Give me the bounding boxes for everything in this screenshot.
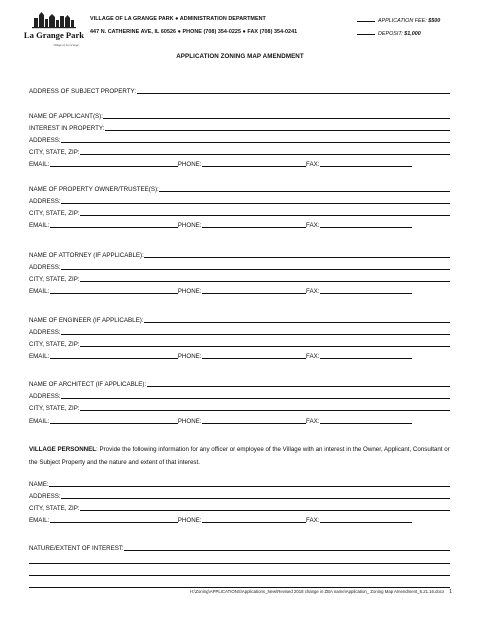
architect-contact-row[interactable]: EMAIL: PHONE: FAX: <box>29 416 450 425</box>
department-header: VILLAGE OF LA GRANGE PARK ● ADMINISTRATION DEPARTMENT <box>90 16 266 22</box>
architect-name-field[interactable]: NAME OF ARCHITECT (IF APPLICABLE): <box>29 379 450 388</box>
attorney-phone-field[interactable] <box>202 293 306 294</box>
owner-city-field[interactable]: CITY, STATE, ZIP: <box>29 208 450 217</box>
engineer-contact-row[interactable]: EMAIL: PHONE: FAX: <box>29 351 450 360</box>
architect-phone-field[interactable] <box>202 423 306 424</box>
personnel-address-field[interactable]: ADDRESS: <box>29 491 450 500</box>
applicant-contact-row[interactable]: EMAIL: PHONE: FAX: <box>29 159 450 168</box>
attorney-name-field[interactable]: NAME OF ATTORNEY (IF APPLICABLE): <box>29 250 450 259</box>
applicant-email-field[interactable] <box>50 166 178 167</box>
attorney-address-field[interactable]: ADDRESS: <box>29 262 450 271</box>
attorney-fax-field[interactable] <box>320 293 412 294</box>
subject-property-field[interactable]: ADDRESS OF SUBJECT PROPERTY: <box>29 86 450 95</box>
nature-line-2[interactable] <box>29 556 450 565</box>
engineer-city-field[interactable]: CITY, STATE, ZIP: <box>29 339 450 348</box>
applicant-city-field[interactable]: CITY, STATE, ZIP: <box>29 147 450 156</box>
village-personnel-heading: VILLAGE PERSONNEL <box>29 446 97 453</box>
svg-text:Village of La Grange: Village of La Grange <box>53 43 79 47</box>
engineer-phone-field[interactable] <box>202 358 306 359</box>
engineer-name-field[interactable]: NAME OF ENGINEER (IF APPLICABLE): <box>29 315 450 324</box>
architect-fax-field[interactable] <box>320 423 412 424</box>
nature-line-4[interactable] <box>29 580 450 589</box>
personnel-email-field[interactable] <box>50 522 178 523</box>
application-fee: APPLICATION FEE: $500 <box>357 16 440 24</box>
attorney-email-field[interactable] <box>50 293 178 294</box>
page-number: 1 <box>449 589 452 595</box>
deposit-fee: DEPOSIT: $1,000 <box>357 29 421 37</box>
nature-line-3[interactable] <box>29 568 450 577</box>
personnel-phone-field[interactable] <box>202 522 306 523</box>
owner-fax-field[interactable] <box>320 227 412 228</box>
owner-name-field[interactable]: NAME OF PROPERTY OWNER/TRUSTEE(S): <box>29 184 450 193</box>
fee-checkbox-line[interactable] <box>357 16 375 22</box>
nature-of-interest-field[interactable]: NATURE/EXTENT OF INTEREST: <box>29 543 450 552</box>
applicant-interest-field[interactable]: INTEREST IN PROPERTY: <box>29 123 450 132</box>
village-personnel-instructions: VILLAGE PERSONNEL: Provide the following information for any officer or employee of the Village with an interest in the Owner, Applicant, Consultant or the Subject Property and the nature and extent of that interest. <box>29 446 450 466</box>
attorney-city-field[interactable]: CITY, STATE, ZIP: <box>29 274 450 283</box>
deposit-checkbox-line[interactable] <box>357 29 375 35</box>
engineer-email-field[interactable] <box>50 358 178 359</box>
architect-address-field[interactable]: ADDRESS: <box>29 391 450 400</box>
architect-city-field[interactable]: CITY, STATE, ZIP: <box>29 403 450 412</box>
svg-text:La Grange Park: La Grange Park <box>23 30 85 40</box>
file-path: H:\Zoning\APPLICATIONS\Applications_New\Revised 2018 change in ZBA name\Application_ Zoning Map Amendment_6.21.16.docx <box>189 589 445 594</box>
personnel-name-field[interactable]: NAME: <box>29 479 450 488</box>
attorney-contact-row[interactable]: EMAIL: PHONE: FAX: <box>29 286 450 295</box>
applicant-name-field[interactable]: NAME OF APPLICANT(S): <box>29 111 450 120</box>
document-footer <box>190 589 452 595</box>
architect-email-field[interactable] <box>50 423 178 424</box>
personnel-fax-field[interactable] <box>320 522 412 523</box>
village-logo <box>23 12 85 50</box>
applicant-phone-field[interactable] <box>202 166 306 167</box>
address-contact-line: 447 N. CATHERINE AVE, IL 60526 ● PHONE (708) 354-0225 ● FAX (708) 354-0241 <box>90 29 298 35</box>
owner-contact-row[interactable]: EMAIL: PHONE: FAX: <box>29 220 450 229</box>
engineer-address-field[interactable]: ADDRESS: <box>29 327 450 336</box>
applicant-address-field[interactable]: ADDRESS: <box>29 135 450 144</box>
engineer-fax-field[interactable] <box>320 358 412 359</box>
owner-phone-field[interactable] <box>202 227 306 228</box>
applicant-fax-field[interactable] <box>320 166 412 167</box>
owner-address-field[interactable]: ADDRESS: <box>29 196 450 205</box>
personnel-city-field[interactable]: CITY, STATE, ZIP: <box>29 503 450 512</box>
owner-email-field[interactable] <box>50 227 178 228</box>
form-title: APPLICATION ZONING MAP AMENDMENT <box>176 53 304 60</box>
personnel-contact-row[interactable]: EMAIL: PHONE: FAX: <box>29 515 450 524</box>
